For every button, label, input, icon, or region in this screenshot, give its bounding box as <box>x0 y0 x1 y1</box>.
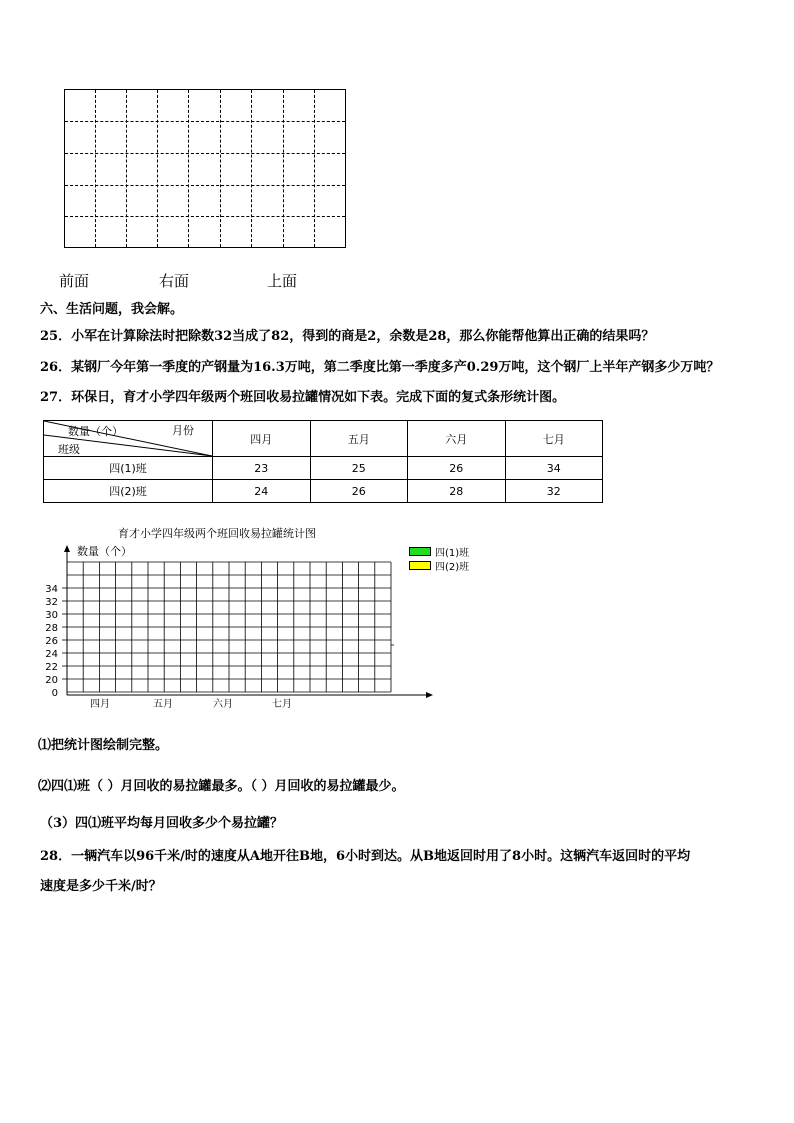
legend-item <box>409 544 469 559</box>
grid-vline <box>188 90 189 247</box>
x-tick-label: 四月 <box>90 699 110 710</box>
grid-vline <box>157 90 158 247</box>
table-month-header: 六月 <box>408 421 506 457</box>
y-tick-label: 32 <box>45 597 58 608</box>
grid-vline <box>283 90 284 247</box>
label-front-view: 前面 <box>59 272 90 290</box>
three-view-grid <box>64 89 346 248</box>
corner-label-quantity: 数量（个） <box>68 425 123 438</box>
table-cell: 24 <box>213 480 311 503</box>
y-tick-label: 0 <box>51 688 58 699</box>
grid-vline <box>126 90 127 247</box>
y-tick-label: 22 <box>45 662 58 673</box>
question-25: 25．小军在计算除法时把除数32当成了82，得到的商是2，余数是28，那么你能帮他算出正确的结果吗？ <box>40 329 655 344</box>
grid-hline <box>65 185 345 186</box>
legend-item <box>409 558 469 573</box>
bar-chart <box>30 540 450 715</box>
chart-title: 育才小学四年级两个班回收易拉罐统计图 <box>118 527 316 540</box>
question-27-part3: （3）四⑴班平均每月回收多少个易拉罐？ <box>40 816 284 831</box>
table-row-label: 四(2)班 <box>44 480 213 503</box>
y-axis-label: 数量（个） <box>77 545 132 558</box>
table-month-header: 七月 <box>505 421 603 457</box>
data-table <box>43 420 603 503</box>
y-tick-label: 30 <box>45 610 58 621</box>
question-27-part2: ⑵四⑴班（ ）月回收的易拉罐最多。（ ）月回收的易拉罐最少。 <box>38 779 405 794</box>
grid-vline <box>251 90 252 247</box>
table-cell: 25 <box>310 457 408 480</box>
grid-hline <box>65 153 345 154</box>
corner-label-month: 月份 <box>172 424 194 437</box>
question-27-part1: ⑴把统计图绘制完整。 <box>38 738 169 753</box>
table-row <box>44 480 603 503</box>
x-axis-arrow <box>426 692 433 698</box>
y-tick-label: 34 <box>45 584 58 595</box>
y-tick-label: 26 <box>45 636 58 647</box>
grid-vline <box>220 90 221 247</box>
table-header-row <box>44 421 603 457</box>
x-tick-label: 五月 <box>153 699 173 710</box>
table-cell: 34 <box>505 457 603 480</box>
question-26: 26．某钢厂今年第一季度的产钢量为16.3万吨，第二季度比第一季度多产0.29万吨，这个钢厂上半年产钢多少万吨？ <box>40 360 720 375</box>
question-27: 27．环保日，育才小学四年级两个班回收易拉罐情况如下表。完成下面的复式条形统计图。 <box>40 390 566 405</box>
table-cell: 28 <box>408 480 506 503</box>
table-cell: 32 <box>505 480 603 503</box>
label-top-view: 上面 <box>267 272 298 290</box>
grid-hline <box>65 216 345 217</box>
corner-label-class: 班级 <box>58 443 80 456</box>
legend-swatch-class1 <box>409 547 431 556</box>
grid-vline <box>314 90 315 247</box>
table-row <box>44 457 603 480</box>
x-tick-label: 六月 <box>213 699 233 710</box>
x-tick-label: 七月 <box>272 699 292 710</box>
table-cell: 26 <box>408 457 506 480</box>
y-axis-arrow <box>64 545 70 552</box>
label-right-view: 右面 <box>159 272 190 290</box>
table-corner-cell <box>44 421 213 457</box>
table-month-header: 四月 <box>213 421 311 457</box>
table-month-header: 五月 <box>310 421 408 457</box>
y-tick-label: 24 <box>45 649 58 660</box>
table-cell: 26 <box>310 480 408 503</box>
section-6-heading: 六、生活问题，我会解。 <box>40 302 184 317</box>
question-28-line2: 速度是多少千米/时？ <box>40 879 162 894</box>
legend-swatch-class2 <box>409 561 431 570</box>
legend-label-class1: 四(1)班 <box>435 548 470 559</box>
legend-label-class2: 四(2)班 <box>435 562 470 573</box>
grid-hline <box>65 121 345 122</box>
y-tick-label: 20 <box>45 675 58 686</box>
y-tick-label: 28 <box>45 623 58 634</box>
table-row-label: 四(1)班 <box>44 457 213 480</box>
table-cell: 23 <box>213 457 311 480</box>
grid-vline <box>95 90 96 247</box>
question-28-line1: 28．一辆汽车以96千米/时的速度从A地开往B地，6小时到达。从B地返回时用了8小时。这辆汽车返回时的平均 <box>40 849 691 864</box>
